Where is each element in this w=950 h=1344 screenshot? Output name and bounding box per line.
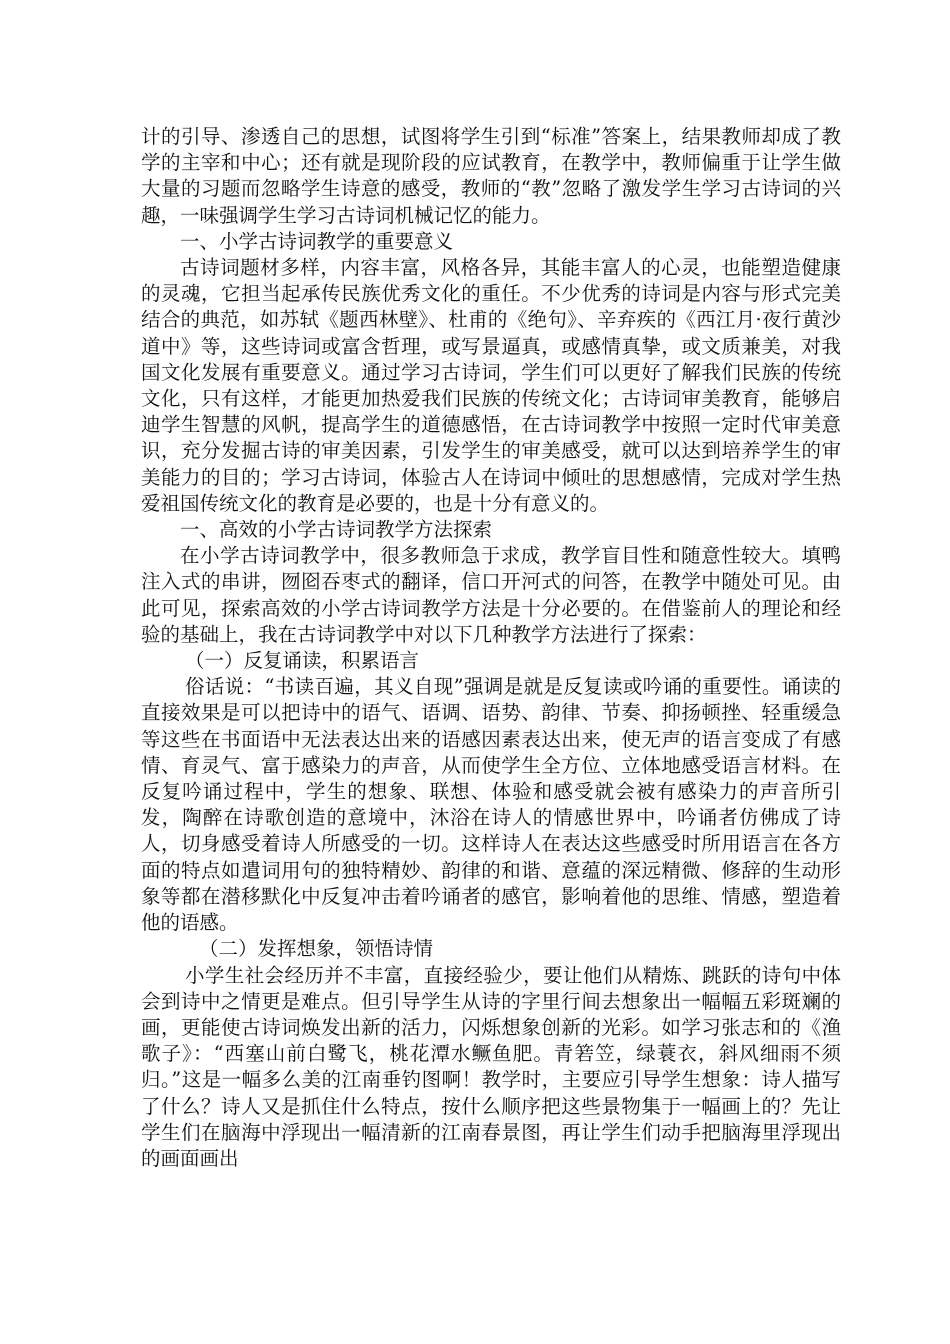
paragraph-importance: 古诗词题材多样，内容丰富，风格各异，其能丰富人的心灵，也能塑造健康的灵魂，它担当起承传民族优秀文化的重任。不少优秀的诗词是内容与形式完美结合的典范，如苏轼《题西林壁》、杜甫的《绝句》、辛弃疾的《西江月·夜行黄沙道中》等，这些诗词或富含哲理，或写景逼真，或感情真挚，或文质兼美，对我国文化发展有重要意义。通过学习古诗词，学生们可以更好了解我们民族的传统文化，只有这样，才能更加热爱我们民族的传统文化；古诗词审美教育，能够启迪学生智慧的风帆，提高学生的道德感悟，在古诗词教学中按照一定时代审美意识，充分发掘古诗的审美因素，引发学生的审美感受，就可以达到培养学生的审美能力的目的；学习古诗词，体验古人在诗词中倾吐的思想感情，完成对学生热爱祖国传统文化的教育是必要的，也是十分有意义的。 [141,256,841,515]
section-heading-importance: 一、小学古诗词教学的重要意义 [180,229,454,253]
paragraph-imagination: 小学生社会经历并不丰富，直接经验少，要让他们从精炼、跳跃的诗句中体会到诗中之情更是难点。但引导学生从诗的字里行间去想象出一幅幅五彩斑斓的画，更能使古诗词焕发出新的活力，闪烁想象创新的光彩。如学习张志和的《渔歌子》：“西塞山前白鹭飞，桃花潭水鳜鱼肥。青箬笠，绿蓑衣，斜风细雨不须归。”这是一幅多么美的江南垂钓图啊！教学时，主要应引导学生想象：诗人描写了什么？诗人又是抓住什么特点，按什么顺序把这些景物集于一幅画上的？先让学生们在脑海中浮现出一幅清新的江南春景图，再让学生们动手把脑海里浮现出的画面画出 [141,963,841,1170]
document-body [141,124,841,1172]
subsection-heading-reading: （一）反复诵读，积累语言 [185,649,420,673]
subsection-heading-imagination: （二）发挥想象，领悟诗情 [199,937,434,961]
paragraph-intro-continuation: 计的引导、渗透自己的思想，试图将学生引到“标准”答案上，结果教师却成了教学的主宰和中心；还有就是现阶段的应试教育，在教学中，教师偏重于让学生做大量的习题而忽略学生诗意的感受，教师的“教”忽略了激发学生学习古诗词的兴趣，一味强调学生学习古诗词机械记忆的能力。 [141,125,841,227]
section-heading-methods: 一、高效的小学古诗词教学方法探索 [180,518,493,542]
paragraph-reading: 俗话说：“书读百遍，其义自现”强调是就是反复读或吟诵的重要性。诵读的直接效果是可以把诗中的语气、语调、语势、韵律、节奏、抑扬顿挫、轻重缓急等这些在书面语中无法表达出来的语感因素表达出来，使无声的语言变成了有感情、育灵气、富于感染力的声音，从而使学生全方位、立体地感受语言材料。在反复吟诵过程中，学生的想象、联想、体验和感受就会被有感染力的声音所引发，陶醉在诗歌创造的意境中，沐浴在诗人的情感世界中，吟诵者仿佛成了诗人，切身感受着诗人所感受的一切。这样诗人在表达这些感受时所用语言在各方面的特点如遣词用句的独特精妙、韵律的和谐、意蕴的深远精微、修辞的生动形象等都在潜移默化中反复冲击着吟诵者的感官，影响着他的思维、情感，塑造着他的语感。 [141,675,841,935]
paragraph-methods-intro: 在小学古诗词教学中，很多教师急于求成，教学盲目性和随意性较大。填鸭注入式的串讲，囫囵吞枣式的翻译，信口开河式的问答，在教学中随处可见。由此可见，探索高效的小学古诗词教学方法是十分必要的。在借鉴前人的理论和经验的基础上，我在古诗词教学中对以下几种教学方法进行了探索： [141,544,841,646]
